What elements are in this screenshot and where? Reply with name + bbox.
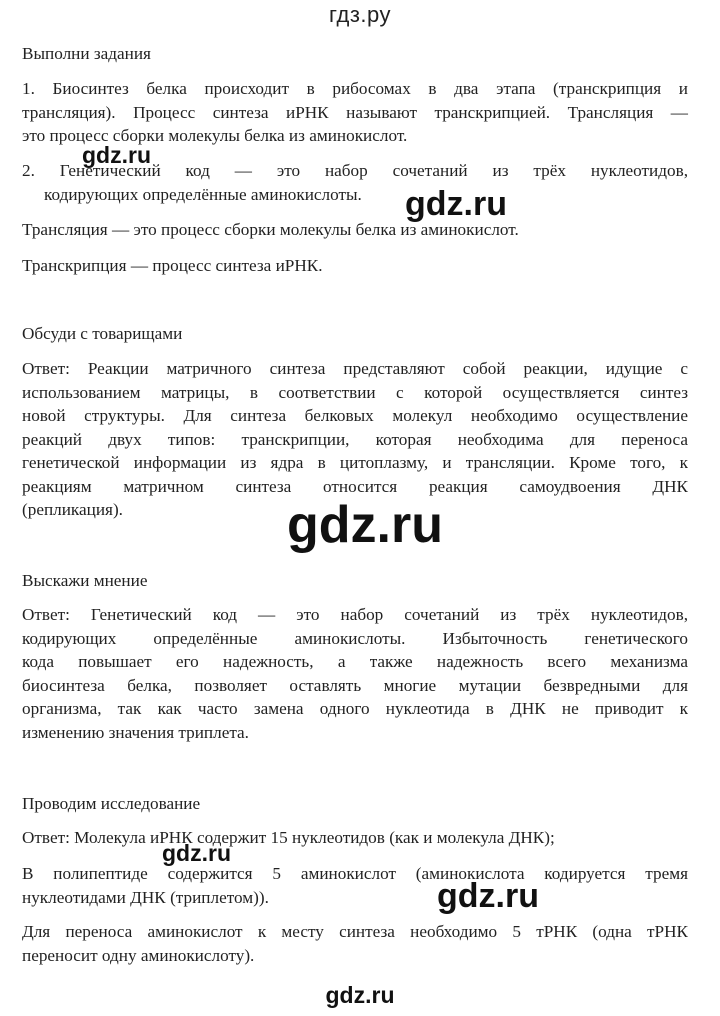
polypeptide-paragraph	[22, 862, 688, 909]
paragraph-line: использованием матрицы, в соответствии с которой осуществляется синтез	[22, 382, 688, 402]
paragraph-line: кодирующих определённые аминокислоты.	[44, 184, 362, 204]
section-heading-tasks: Выполни задания	[22, 44, 151, 63]
trna-paragraph	[22, 920, 688, 967]
watermark: gdz.ru	[287, 496, 443, 554]
paragraph-line: это процесс сборки молекулы белка из аминокислот.	[22, 126, 408, 145]
paragraph-line: реакциям матричном синтеза относится реакция самоудвоения ДНК	[22, 476, 688, 496]
watermark: gdz.ru	[82, 142, 151, 168]
paragraph-line: кодирующих определённые аминокислоты. Избыточность генетического	[22, 628, 688, 648]
translation-definition: Трансляция — это процесс сборки молекулы белка из аминокислот.	[22, 220, 519, 239]
paragraph-line: переносит одну аминокислоту).	[22, 945, 255, 965]
opinion-answer	[22, 603, 688, 744]
paragraph-line: биосинтеза белка, позволяет оставлять многие мутации безвредными для	[22, 675, 688, 695]
paragraph-line: новой структуры. Для синтеза белковых молекул необходимо осуществление	[22, 406, 688, 425]
paragraph-line: нуклеотидами ДНК (триплетом)).	[22, 887, 269, 907]
paragraph-line: кода повышает его надежность, а также надежность всего механизма	[22, 652, 688, 671]
watermark: gdz.ru	[405, 185, 507, 223]
footer-site-name: gdz.ru	[325, 982, 395, 1008]
paragraph-line: изменению значения триплета.	[22, 722, 249, 742]
section-heading-research: Проводим исследование	[22, 794, 201, 813]
transcription-definition: Транскрипция — процесс синтеза иРНК.	[22, 256, 323, 275]
paragraph-line: 1. Биосинтез белка происходит в рибосомах в два этапа (транскрипция и	[22, 79, 688, 98]
task-item-1	[22, 77, 688, 148]
paragraph-line: В полипептиде содержится 5 аминокислот (аминокислота кодируется тремя	[22, 864, 688, 883]
site-title: гдз.ру	[328, 2, 392, 27]
paragraph-line: реакций двух типов: транскрипции, которая необходима для переноса	[22, 429, 688, 449]
watermark: gdz.ru	[437, 877, 539, 915]
paragraph-line: 2. Генетический код — это набор сочетаний из трёх нуклеотидов,	[22, 161, 688, 180]
paragraph-line: Ответ: Генетический код — это набор сочетаний из трёх нуклеотидов,	[22, 605, 688, 624]
paragraph-line: организма, так как часто замена одного нуклеотида в ДНК не приводит к	[22, 699, 688, 718]
paragraph-line: Ответ: Реакции матричного синтеза представляют собой реакции, идущие с	[22, 359, 688, 378]
research-answer: Ответ: Молекула иРНК содержит 15 нуклеотидов (как и молекула ДНК);	[22, 828, 555, 847]
paragraph-line: генетической информации из ядра в цитоплазму, и трансляции. Кроме того, к	[22, 453, 688, 472]
paragraph-line: Для переноса аминокислот к месту синтеза необходимо 5 тРНК (одна тРНК	[22, 922, 688, 941]
watermark: gdz.ru	[162, 840, 231, 866]
paragraph-line: трансляция). Процесс синтеза иРНК называют транскрипцией. Трансляция —	[22, 102, 688, 122]
paragraph-line: (репликация).	[22, 500, 123, 519]
section-heading-discuss: Обсуди с товарищами	[22, 324, 183, 343]
section-heading-opinion: Выскажи мнение	[22, 571, 148, 590]
